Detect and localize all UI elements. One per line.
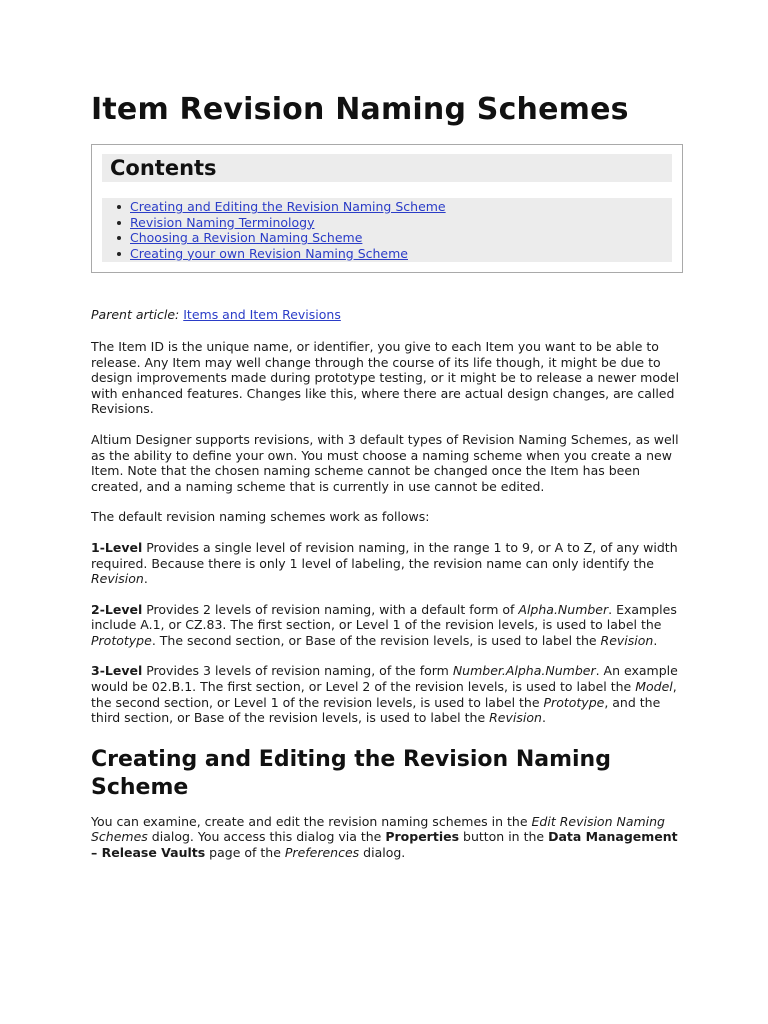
level-2-text: . The second section, or Base of the revision levels, is used to label the — [151, 632, 601, 648]
parent-article-label: Parent article: — [91, 307, 180, 323]
level-3-term: Revision — [489, 710, 542, 726]
table-of-contents — [91, 144, 683, 273]
toc-link-choosing[interactable]: Choosing a Revision Naming Scheme — [130, 230, 363, 246]
level-3-term: Number.Alpha.Number — [452, 663, 596, 679]
section-heading: Creating and Editing the Revision Naming Scheme — [91, 746, 611, 800]
level-1-text: Provides a single level of revision naming, in the range 1 to 9, or A to Z, of any width required. Because there is only 1 level of labeling, the revision name can only identify the — [91, 539, 678, 571]
level-2-text: Provides 2 levels of revision naming, with a default form of — [142, 601, 519, 617]
toc-link-creating-own[interactable]: Creating your own Revision Naming Scheme — [130, 245, 408, 261]
toc-list — [102, 198, 672, 262]
toc-item — [130, 230, 672, 246]
level-3-text: . — [541, 710, 546, 726]
level-3-text: Provides 3 levels of revision naming, of the form — [142, 663, 453, 679]
section-text: dialog. — [359, 845, 406, 861]
intro-paragraph-2: Altium Designer supports revisions, with 3 default types of Revision Naming Schemes, as well as the ability to define your own. You must choose a naming scheme when you create a new Item. Note that the chosen naming scheme cannot be changed once the Item has been created, and a naming scheme that is currently in use cannot be edited. — [91, 431, 679, 494]
level-2-text: . — [653, 632, 658, 648]
toc-item — [130, 215, 672, 231]
intro-paragraph-1: The Item ID is the unique name, or identifier, you give to each Item you want to be able to release. Any Item may well change through the course of its life though, it might be due to design improvements made during prototype testing, or it might be to release a newer model with enhanced features. Changes like this, where there are actual design changes, are called Revisions. — [91, 338, 680, 417]
dialog-name: Preferences — [284, 845, 360, 861]
level-2-text: . Examples include A.1, or CZ.83. The first section, or Level 1 of the revision levels, is used to label the — [91, 601, 677, 633]
parent-article — [91, 307, 681, 323]
level-3-label: 3-Level — [91, 663, 143, 679]
article — [91, 90, 681, 876]
section-text: button in the — [459, 829, 549, 845]
level-1-text: . — [143, 571, 148, 587]
toc-heading: Contents — [102, 154, 672, 182]
toc-link-creating-editing[interactable]: Creating and Editing the Revision Naming Scheme — [130, 199, 446, 214]
parent-article-link[interactable]: Items and Item Revisions — [183, 307, 341, 323]
intro-paragraph-3: The default revision naming schemes work as follows: — [91, 509, 430, 525]
level-3-text: , the second section, or Level 1 of the revision levels, is used to label the — [91, 679, 677, 710]
level-3-term: Model — [635, 679, 673, 695]
level-2-description — [91, 602, 681, 649]
level-3-description — [91, 663, 681, 725]
level-2-label: 2-Level — [91, 601, 143, 617]
section-text: You can examine, create and edit the revision naming schemes in the — [91, 813, 532, 829]
level-3-text: . An example would be 02.B.1. The first section, or Level 2 of the revision levels, is used to label the — [91, 663, 678, 695]
toc-link-terminology[interactable]: Revision Naming Terminology — [130, 214, 315, 230]
section-paragraph — [91, 814, 681, 861]
page-title: Item Revision Naming Schemes — [91, 92, 629, 127]
level-3-text: , and the third section, or Base of the revision levels, is used to label the — [91, 694, 661, 726]
ui-term: Properties — [385, 829, 460, 845]
ui-term: Data Management – Release Vaults — [91, 829, 678, 861]
level-1-label: 1-Level — [91, 539, 143, 555]
toc-item — [130, 199, 672, 215]
level-2-term: Alpha.Number — [518, 601, 609, 617]
level-1-term: Revision — [91, 571, 144, 587]
section-text: dialog. You access this dialog via the — [147, 829, 386, 845]
toc-item — [130, 246, 672, 262]
level-3-term: Prototype — [543, 694, 605, 710]
dialog-name: Edit Revision Naming Schemes — [91, 813, 665, 845]
level-1-description — [91, 540, 681, 587]
level-2-term: Prototype — [91, 632, 152, 648]
level-2-term: Revision — [600, 632, 654, 648]
section-text: page of the — [205, 845, 285, 861]
